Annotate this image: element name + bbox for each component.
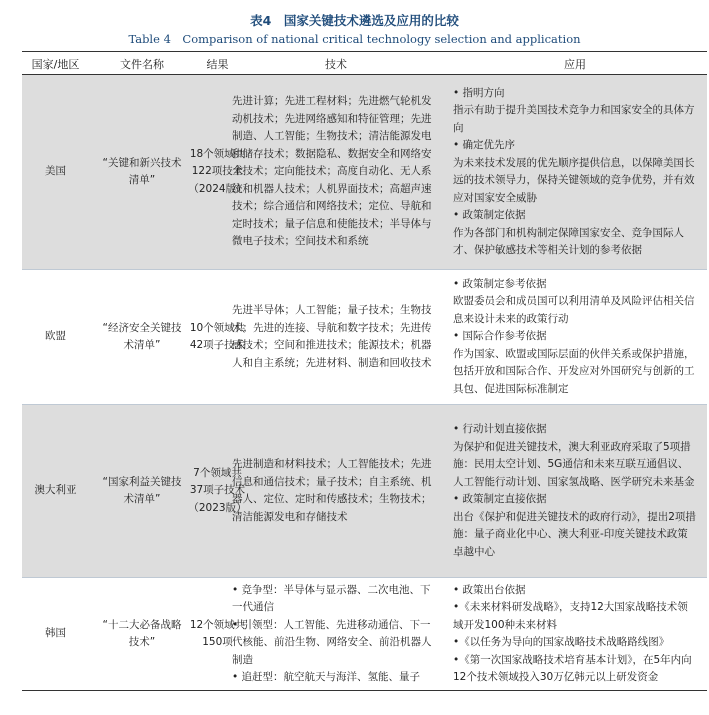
table-title-english: Table 4 Comparison of national critical technology selection and application bbox=[128, 32, 581, 46]
table-header bbox=[22, 52, 707, 75]
application-text: 作为各部门和机构制定保障国家安全、竞争国际人才、保护敏感技术等相关计划的参考依据 bbox=[453, 226, 684, 256]
country-cell bbox=[22, 578, 89, 690]
technology-cell bbox=[232, 405, 440, 577]
table-bottom-rule bbox=[22, 690, 707, 691]
technology-text: 先进半导体；人工智能；量子技术；生物技术；先进的连接、导航和数字技术；先进传感技术；空间和推进技术；能源技术；机器人和自主系统；先进材料、制造和回收技术 bbox=[232, 304, 432, 369]
result-text: 12个领域共150项 bbox=[189, 618, 246, 648]
application-text: •《以任务为导向的国家战略技术战略路线图》 bbox=[453, 636, 670, 648]
header-result: 结果 bbox=[206, 58, 229, 71]
application-text: 为保护和促进关键技术，澳大利亚政府采取了5项措施：民用太空计划、5G通信和未来互联互通倡议、人工智能行动计划、国家氢战略、医学研究未来基金 bbox=[453, 440, 695, 488]
result-text: 18个领域共122项技术（2024版） bbox=[188, 147, 247, 195]
technology-text: 先进制造和材料技术；人工智能技术；先进信息和通信技术；量子技术；自主系统、机器人、定位、定时和传感技术；生物技术；清洁能源发电和存储技术 bbox=[232, 458, 432, 523]
document-name: “关键和新兴技术清单” bbox=[102, 156, 182, 186]
comparison-table bbox=[22, 51, 707, 683]
country-name: 澳大利亚 bbox=[34, 484, 77, 497]
application-heading: • 政策出台依据 bbox=[453, 583, 526, 596]
header-document: 文件名称 bbox=[120, 58, 164, 71]
technology-bullet: • 引领型：人工智能、先进移动通信、下一代核能、前沿生物、网络安全、前沿机器人制造 bbox=[232, 618, 432, 666]
application-heading: • 国际合作参考依据 bbox=[453, 330, 547, 343]
technology-cell bbox=[232, 75, 440, 269]
country-name: 欧盟 bbox=[45, 330, 66, 343]
application-text: 出台《保护和促进关键技术的政府行动》，提出2项措施：量子商业化中心、澳大利亚-印度关键技术政策卓越中心 bbox=[453, 510, 696, 558]
application-heading: • 确定优先序 bbox=[453, 139, 516, 151]
technology-bullet: • 竞争型：半导体与显示器、二次电池、下一代通信 bbox=[232, 583, 431, 613]
application-heading: • 指明方向 bbox=[453, 86, 505, 99]
country-cell bbox=[22, 270, 89, 404]
application-heading: • 政策制定参考依据 bbox=[453, 277, 547, 290]
application-heading: • 行动计划直接依据 bbox=[453, 423, 547, 435]
country-name: 美国 bbox=[45, 165, 66, 178]
country-cell bbox=[22, 75, 89, 269]
table-row bbox=[22, 405, 707, 577]
application-cell bbox=[453, 405, 697, 577]
application-cell bbox=[453, 75, 697, 269]
table-row bbox=[22, 578, 707, 690]
document-cell bbox=[89, 578, 195, 690]
document-cell bbox=[89, 270, 195, 404]
application-text: •《第一次国家战略技术培育基本计划》，在5年内向12个技术领域投入30万亿韩元以上研发资金 bbox=[453, 653, 692, 683]
header-technology: 技术 bbox=[325, 58, 347, 71]
application-text: 指示有助于提升美国技术竞争力和国家安全的具体方向 bbox=[453, 104, 695, 134]
table-row bbox=[22, 270, 707, 404]
document-cell bbox=[89, 405, 195, 577]
document-name: “十二大必备战略技术” bbox=[102, 618, 182, 648]
application-cell bbox=[453, 270, 697, 404]
country-name: 韩国 bbox=[45, 627, 66, 640]
application-heading: • 政策制定依据 bbox=[453, 209, 526, 221]
technology-bullet: • 追赶型：航空航天与海洋、氢能、量子 bbox=[232, 671, 421, 683]
table-row bbox=[22, 75, 707, 269]
result-text: 10个领域共42项子技术 bbox=[189, 321, 246, 351]
header-application: 应用 bbox=[564, 58, 586, 71]
technology-cell bbox=[232, 270, 440, 404]
document-name: “国家利益关键技术清单” bbox=[102, 475, 182, 505]
application-cell bbox=[453, 578, 697, 690]
table-title-chinese: 表4 国家关键技术遴选及应用的比较 bbox=[250, 13, 459, 28]
application-text: 为未来技术发展的优先顺序提供信息，以保障美国长远的技术领导力，保持关键领域的竞争优势，并有效应对国家安全威胁 bbox=[453, 156, 695, 204]
country-cell bbox=[22, 405, 89, 577]
header-country: 国家/地区 bbox=[31, 58, 80, 71]
technology-cell bbox=[232, 578, 440, 690]
technology-text: 先进计算；先进工程材料；先进燃气轮机发动机技术；先进网络感知和特征管理；先进制造、人工智能；生物技术；清洁能源发电和储存技术；数据隐私、数据安全和网络安全技术；定向能技术；高度自动化、无人系统和机器人技术；人机界面技术；高超声速技术；综合通信和网络技术；定位、导航和定时技术；量子信息和使能技术；半导体与微电子技术；空间技术和系统 bbox=[232, 95, 432, 248]
result-text: 7个领域共37项子技术（2023版） bbox=[188, 466, 247, 514]
application-text: 欧盟委员会和成员国可以利用清单及风险评估相关信息来设计未来的政策行动 bbox=[453, 295, 695, 325]
application-text: •《未来材料研发战略》，支持12大国家战略技术领域开发100种未来材料 bbox=[453, 601, 688, 631]
document-cell bbox=[89, 75, 195, 269]
document-name: “经济安全关键技术清单” bbox=[102, 321, 182, 351]
application-text: 作为国家、欧盟或国际层面的伙伴关系或保护措施，包括开放和国际合作、开发应对外国研究与创新的工具包、促进国际标准制定 bbox=[453, 347, 695, 395]
application-heading: • 政策制定直接依据 bbox=[453, 493, 547, 505]
